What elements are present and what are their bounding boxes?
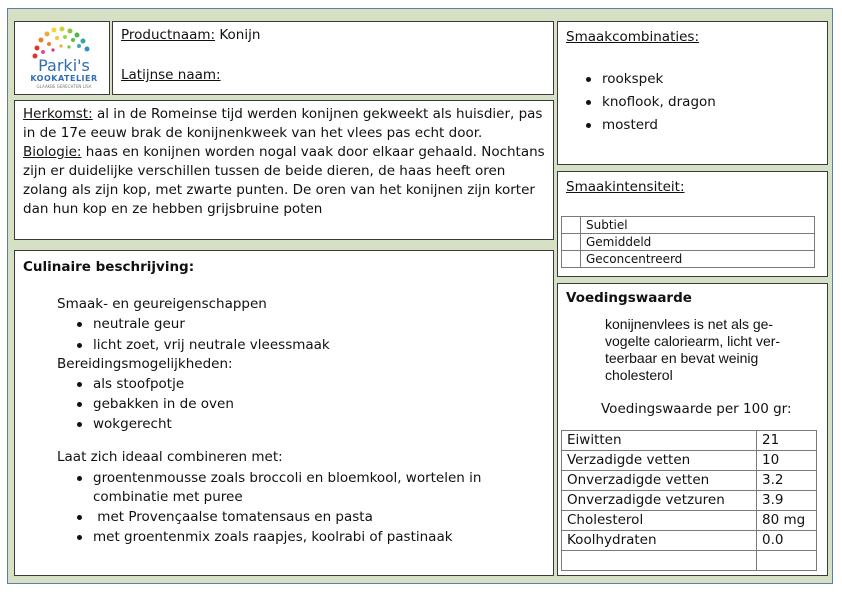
nutrition-per-label: Voedingswaarde per 100 gr: <box>601 401 792 417</box>
logo-box <box>14 21 110 95</box>
latin-name-label: Latijnse naam: <box>121 67 221 83</box>
intensity-level: Subtiel <box>581 217 815 234</box>
biologie-text: haas en konijnen worden nogal vaak door elkaar gehaald. Nochtans zijn er duidelijke verschillen tussen de beide dieren, de haas heeft oren zolang als zijn kop, met zwarte punten. De oren van het konijnen zijn korter dan hun kop en ze hebben grijsbruine poten <box>23 144 545 217</box>
intensity-level: Geconcentreerd <box>581 251 815 268</box>
table-row <box>562 431 817 451</box>
prep-heading: Bereidingsmogelijkheden: <box>57 356 233 372</box>
herkomst-label: Herkomst: <box>23 106 93 122</box>
nutrient-value <box>757 551 817 571</box>
nutrient-label: Koolhydraten <box>562 531 757 551</box>
herkomst-text: al in de Romeinse tijd werden konijnen gekweekt als huisdier, pas in de 17e eeuw brak de konijnenkweek van het vlees pas echt door. <box>23 106 543 141</box>
taste-heading: Smaak- en geureigenschappen <box>57 296 267 312</box>
nutrient-value: 10 <box>757 451 817 471</box>
list-item: met groentenmix zoals raapjes, koolrabi of pastinaak <box>93 528 548 547</box>
taste-list <box>93 315 533 355</box>
table-row <box>562 451 817 471</box>
product-sheet <box>7 8 833 584</box>
nutrient-label <box>562 551 757 571</box>
intensity-checkbox[interactable] <box>562 251 581 268</box>
combinations-title: Smaakcombinaties: <box>566 29 699 45</box>
table-row <box>562 234 815 251</box>
nutrient-label: Cholesterol <box>562 511 757 531</box>
nutrient-value: 21 <box>757 431 817 451</box>
combinations-list <box>602 70 812 135</box>
intensity-checkbox[interactable] <box>562 217 581 234</box>
product-name-label: Productnaam: <box>121 27 216 43</box>
intensity-level: Gemiddeld <box>581 234 815 251</box>
list-item: gebakken in de oven <box>93 395 533 414</box>
nutrient-value: 3.9 <box>757 491 817 511</box>
list-item: met Provençaalse tomatensaus en pasta <box>93 508 548 527</box>
latin-name-line <box>121 66 221 85</box>
nutrition-description: konijnenvlees is net als ge-vogelte caloriearm, licht ver-teerbaar en bevat weinig cholesterol <box>605 316 781 383</box>
biologie-label: Biologie: <box>23 144 82 160</box>
table-row <box>562 217 815 234</box>
herkomst-paragraph <box>23 105 545 143</box>
nutrition-box <box>557 283 828 576</box>
logo-brand: Parki's <box>38 56 90 75</box>
product-name-box <box>112 21 554 95</box>
nutrient-label: Verzadigde vetten <box>562 451 757 471</box>
nutrition-table <box>561 430 817 571</box>
intensity-table <box>561 216 815 268</box>
list-item: licht zoet, vrij neutrale vleessmaak <box>93 336 533 355</box>
culinary-title: Culinaire beschrijving: <box>23 259 195 275</box>
logo-sub: KOOKATELIER <box>30 74 98 83</box>
intensity-box <box>557 171 828 277</box>
nutrition-title: Voedingswaarde <box>566 290 692 306</box>
nutrient-label: Onverzadigde vetten <box>562 471 757 491</box>
product-name-value: Konijn <box>219 27 261 43</box>
culinary-box <box>14 250 554 576</box>
intensity-checkbox[interactable] <box>562 234 581 251</box>
table-row <box>562 471 817 491</box>
table-row <box>562 251 815 268</box>
list-item: groentenmousse zoals broccoli en bloemkool, wortelen in combinatie met puree <box>93 469 548 507</box>
nutrient-value: 0.0 <box>757 531 817 551</box>
intensity-title: Smaakintensiteit: <box>566 179 685 195</box>
list-item: neutrale geur <box>93 315 533 334</box>
table-row <box>562 511 817 531</box>
combinations-box <box>557 21 828 165</box>
table-row <box>562 531 817 551</box>
product-name-line <box>121 26 260 45</box>
combine-heading: Laat zich ideaal combineren met: <box>57 449 283 465</box>
list-item: knoflook, dragon <box>602 93 812 112</box>
list-item: als stoofpotje <box>93 375 533 394</box>
nutrient-label: Eiwitten <box>562 431 757 451</box>
combine-list <box>93 469 548 547</box>
table-row <box>562 551 817 571</box>
nutrient-label: Onverzadigde vetzuren <box>562 491 757 511</box>
prep-list <box>93 375 533 434</box>
nutrient-value: 80 mg <box>757 511 817 531</box>
list-item: wokgerecht <box>93 415 533 434</box>
list-item: mosterd <box>602 116 812 135</box>
origin-box <box>14 100 554 240</box>
biologie-paragraph <box>23 143 545 219</box>
table-row <box>562 491 817 511</box>
list-item: rookspek <box>602 70 812 89</box>
logo-tagline: GLAAKBE GERECHTEN LISA <box>36 84 92 89</box>
nutrient-value: 3.2 <box>757 471 817 491</box>
